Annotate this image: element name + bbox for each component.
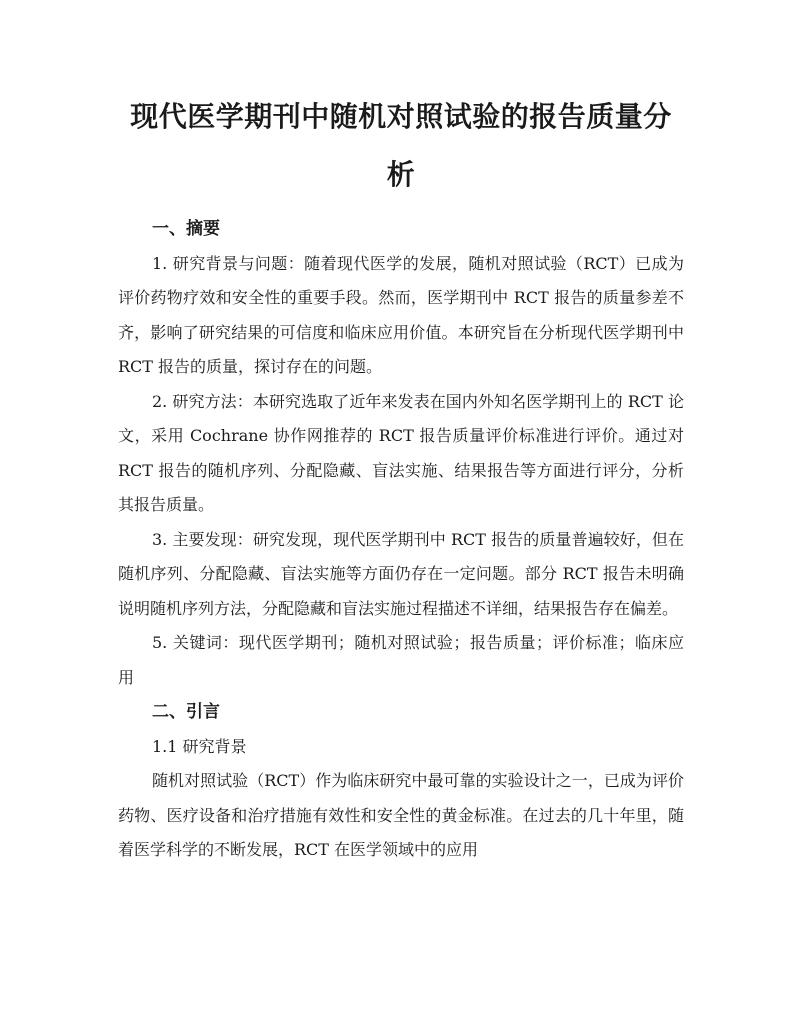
introduction-paragraph: 随机对照试验（RCT）作为临床研究中最可靠的实验设计之一，已成为评价药物、医疗设备和治疗措施有效性和安全性的黄金标准。在过去的几十年里，随着医学科学的不断发展，RCT 在医学领域中的应用	[118, 771, 684, 859]
document-title: 现代医学期刊中随机对照试验的报告质量分析	[130, 100, 672, 191]
document-page	[118, 88, 684, 868]
abstract-paragraph-methods: 2. 研究方法：本研究选取了近年来发表在国内外知名医学期刊上的 RCT 论文，采用 Cochrane 协作网推荐的 RCT 报告质量评价标准进行评价。通过对 RCT 报告的随机序列、分配隐藏、盲法实施、结果报告等方面进行评分，分析其报告质量。	[118, 391, 684, 514]
abstract-paragraph-findings: 3. 主要发现：研究发现，现代医学期刊中 RCT 报告的质量普遍较好，但在随机序列、分配隐藏、盲法实施等方面仍存在一定问题。部分 RCT 报告未明确说明随机序列方法，分配隐藏和盲法实施过程描述不详细，结果报告存在偏差。	[118, 529, 684, 618]
abstract-paragraph-background: 1. 研究背景与问题：随着现代医学的发展，随机对照试验（RCT）已成为评价药物疗效和安全性的重要手段。然而，医学期刊中 RCT 报告的质量参差不齐，影响了研究结果的可信度和临床应用价值。本研究旨在分析现代医学期刊中 RCT 报告的质量，探讨存在的问题。	[118, 253, 684, 376]
abstract-paragraph-keywords: 5. 关键词：现代医学期刊；随机对照试验；报告质量；评价标准；临床应用	[118, 633, 684, 687]
subsection-heading-background: 1.1 研究背景	[152, 736, 247, 756]
section-heading-introduction: 二、引言	[152, 702, 220, 722]
section-heading-abstract: 一、摘要	[152, 219, 220, 239]
